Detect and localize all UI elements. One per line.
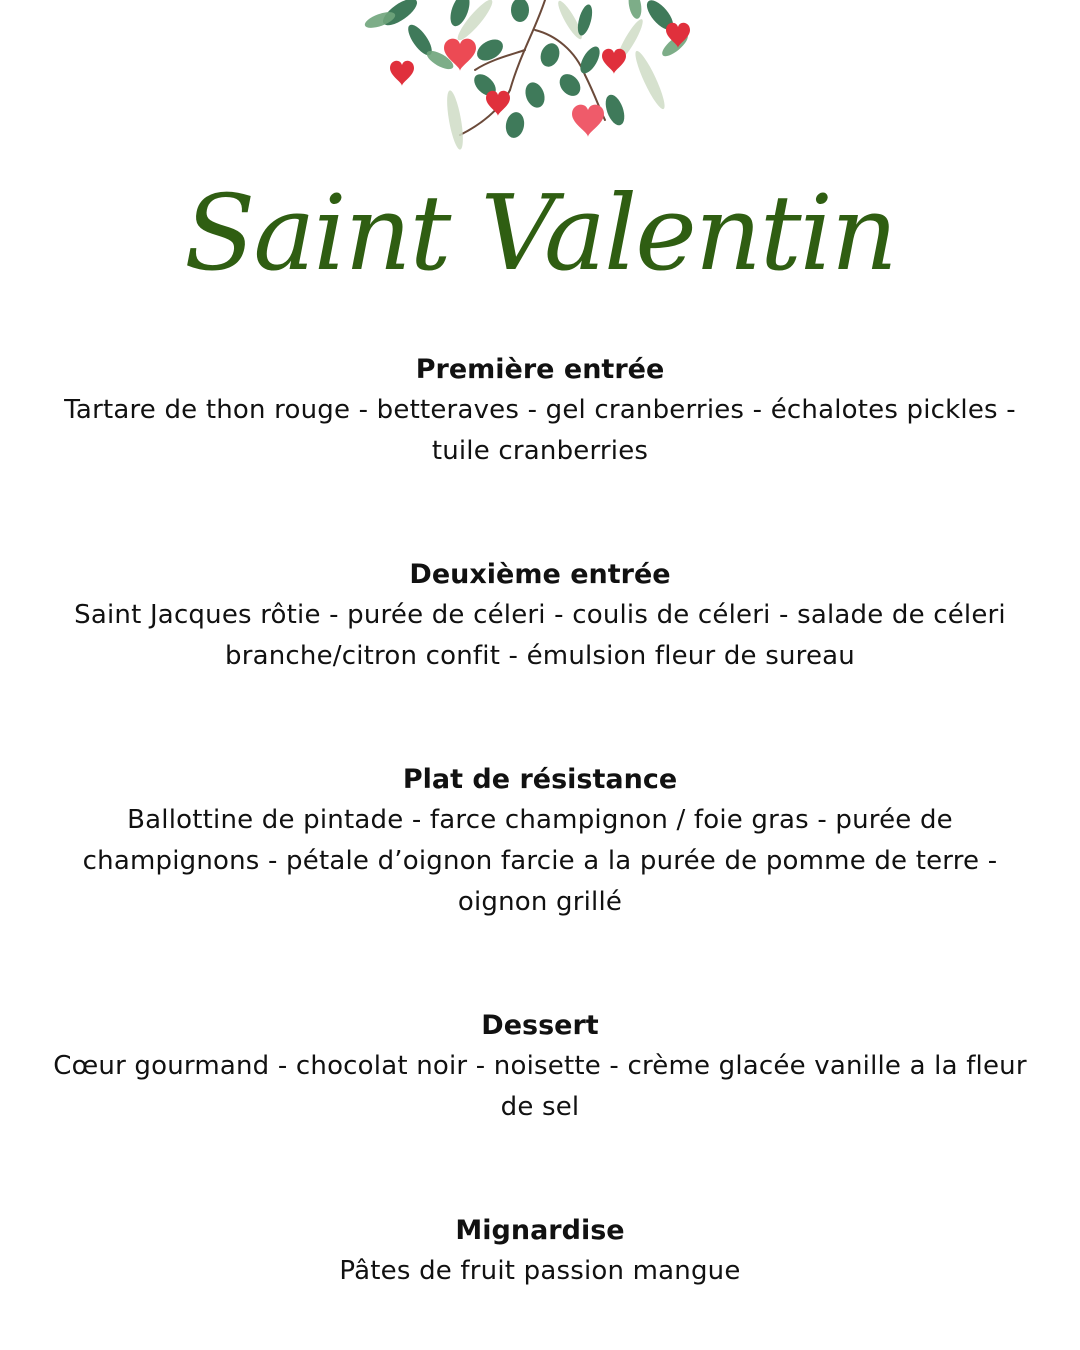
course-section-first-starter [40,350,1040,472]
course-section-second-starter [40,555,1040,677]
course-section-dessert [40,1006,1040,1128]
course-section-main [40,760,1040,923]
course-description: Saint Jacques rôtie - purée de céleri - coulis de céleri - salade de céleri branche/citron confit - émulsion fleur de sureau [74,600,1006,671]
course-description: Tartare de thon rouge - betteraves - gel cranberries - échalotes pickles - tuile cranberries [64,395,1016,466]
floral-heart-decoration [360,0,720,165]
course-heading: Dessert [481,1010,599,1041]
course-description: Pâtes de fruit passion mangue [339,1256,741,1286]
menu-title: Saint Valentin [184,172,896,294]
course-heading: Plat de résistance [402,764,678,795]
course-description: Ballottine de pintade - farce champignon / foie gras - purée de champignons - pétale d’oignon farcie a la purée de pomme de terre - oignon grillé [82,805,998,917]
course-heading: Deuxième entrée [409,559,671,590]
course-heading: Mignardise [455,1215,625,1246]
course-section-petits-fours [40,1211,1040,1292]
course-heading: Première entrée [415,354,665,385]
course-description: Cœur gourmand - chocolat noir - noisette - crème glacée vanille a la fleur de sel [53,1051,1027,1122]
